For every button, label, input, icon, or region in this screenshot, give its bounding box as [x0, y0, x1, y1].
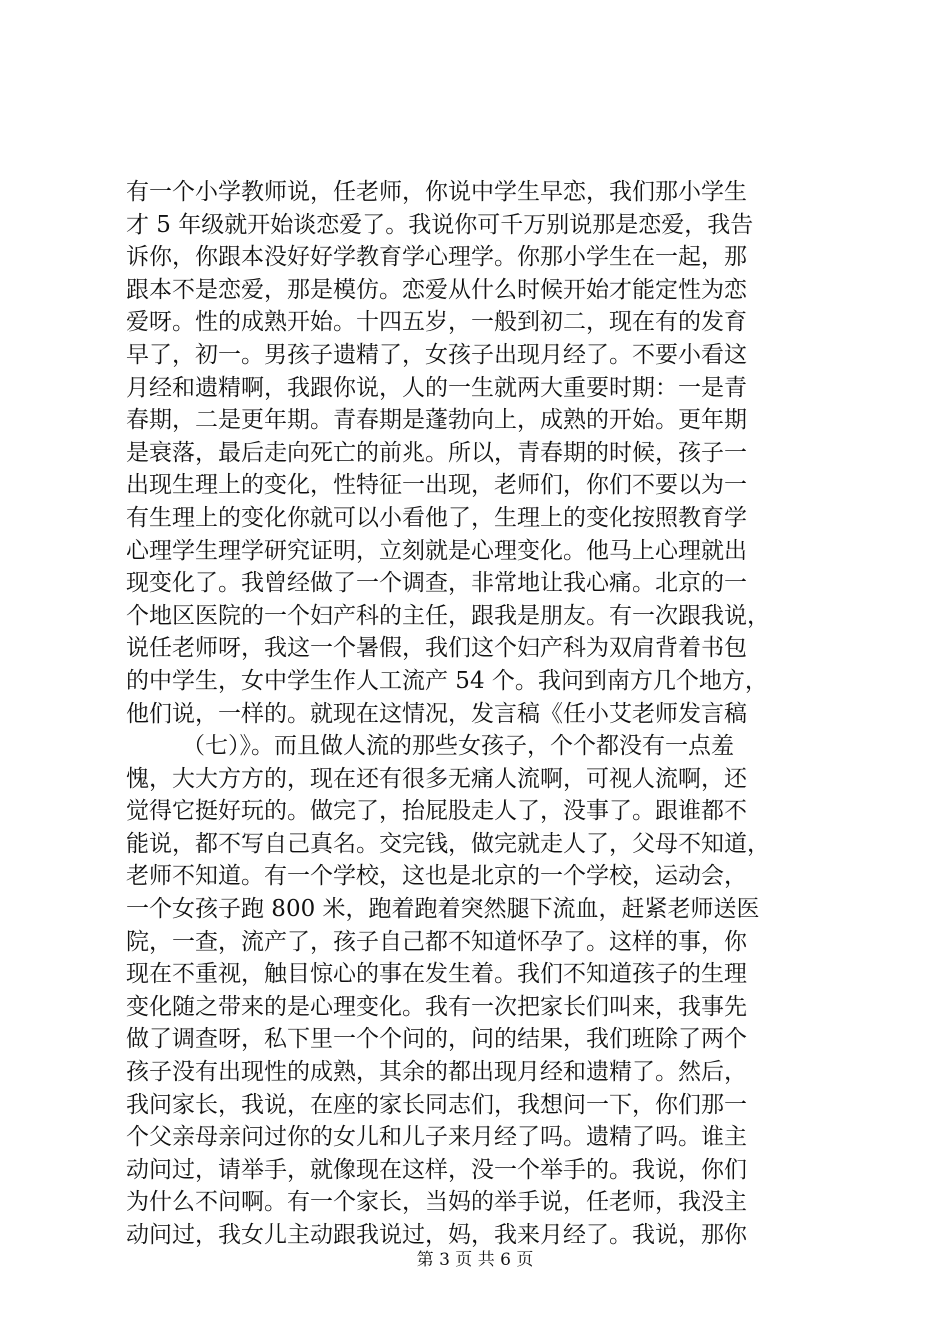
text-line: 说任老师呀，我这一个暑假，我们这个妇产科为双肩背着书包	[126, 635, 747, 662]
text-line: 他们说，一样的。就现在这情况，发言稿《任小艾老师发言稿	[126, 700, 747, 727]
text-line: 月经和遗精啊，我跟你说，人的一生就两大重要时期：一是青	[126, 374, 747, 401]
text-line: 现在不重视，触目惊心的事在发生着。我们不知道孩子的生理	[126, 961, 747, 988]
text-line: 的中学生，女中学生作人工流产 54 个。我问到南方几个地方，	[126, 667, 768, 694]
page-footer: 第 3 页 共 6 页	[416, 1250, 534, 1270]
text-line: 一个女孩子跑 800 米，跑着跑着突然腿下流血，赶紧老师送医	[126, 896, 760, 923]
text-line: 个地区医院的一个妇产科的主任，跟我是朋友。有一次跟我说，	[126, 602, 770, 629]
text-line: 老师不知道。有一个学校，这也是北京的一个学校，运动会，	[126, 863, 747, 890]
text-line: （七）》。而且做人流的那些女孩子，个个都没有一点羞	[182, 733, 734, 760]
text-line: 孩子没有出现性的成熟，其余的都出现月经和遗精了。然后，	[126, 1059, 747, 1086]
text-line: 我问家长，我说，在座的家长同志们，我想问一下，你们那一	[126, 1091, 747, 1118]
text-line: 动问过，我女儿主动跟我说过，妈，我来月经了。我说，那你	[126, 1222, 747, 1248]
text-line: 跟本不是恋爱，那是模仿。恋爱从什么时候开始才能定性为恋	[126, 276, 747, 303]
text-line: 觉得它挺好玩的。做完了，抬屁股走人了，没事了。跟谁都不	[126, 798, 747, 825]
text-line: 是衰落，最后走向死亡的前兆。所以，青春期的时候，孩子一	[126, 439, 747, 466]
text-line: 能说，都不写自己真名。交完钱，做完就走人了，父母不知道，	[126, 830, 770, 857]
text-line: 做了调查呀，私下里一个个问的，问的结果，我们班除了两个	[126, 1026, 747, 1053]
text-line: 爱呀。性的成熟开始。十四五岁，一般到初二，现在有的发育	[126, 309, 747, 336]
text-line: 个父亲母亲问过你的女儿和儿子来月经了吗。遗精了吗。谁主	[126, 1124, 747, 1151]
text-line: 现变化了。我曾经做了一个调查，非常地让我心痛。北京的一	[126, 570, 747, 597]
text-line: 变化随之带来的是心理变化。我有一次把家长们叫来，我事先	[126, 993, 747, 1020]
text-line: 才 5 年级就开始谈恋爱了。我说你可千万别说那是恋爱，我告	[126, 211, 754, 238]
text-line: 有生理上的变化你就可以小看他了，生理上的变化按照教育学	[126, 504, 747, 531]
text-line: 愧，大大方方的，现在还有很多无痛人流啊，可视人流啊，还	[126, 765, 747, 792]
text-line: 诉你，你跟本没好好学教育学心理学。你那小学生在一起，那	[126, 244, 747, 271]
text-line: 院，一查，流产了，孩子自己都不知道怀孕了。这样的事，你	[126, 928, 747, 955]
text-line: 动问过，请举手，就像现在这样，没一个举手的。我说，你们	[126, 1156, 747, 1183]
text-line: 有一个小学教师说，任老师，你说中学生早恋，我们那小学生	[126, 179, 747, 205]
text-line: 出现生理上的变化，性特征一出现，老师们，你们不要以为一	[126, 472, 747, 499]
body-text	[126, 176, 826, 1252]
text-line: 为什么不问啊。有一个家长，当妈的举手说，任老师，我没主	[126, 1189, 747, 1216]
text-line: 早了，初一。男孩子遗精了，女孩子出现月经了。不要小看这	[126, 341, 747, 368]
text-line: 心理学生理学研究证明，立刻就是心理变化。他马上心理就出	[126, 537, 747, 564]
text-line: 春期，二是更年期。青春期是蓬勃向上，成熟的开始。更年期	[126, 407, 747, 434]
